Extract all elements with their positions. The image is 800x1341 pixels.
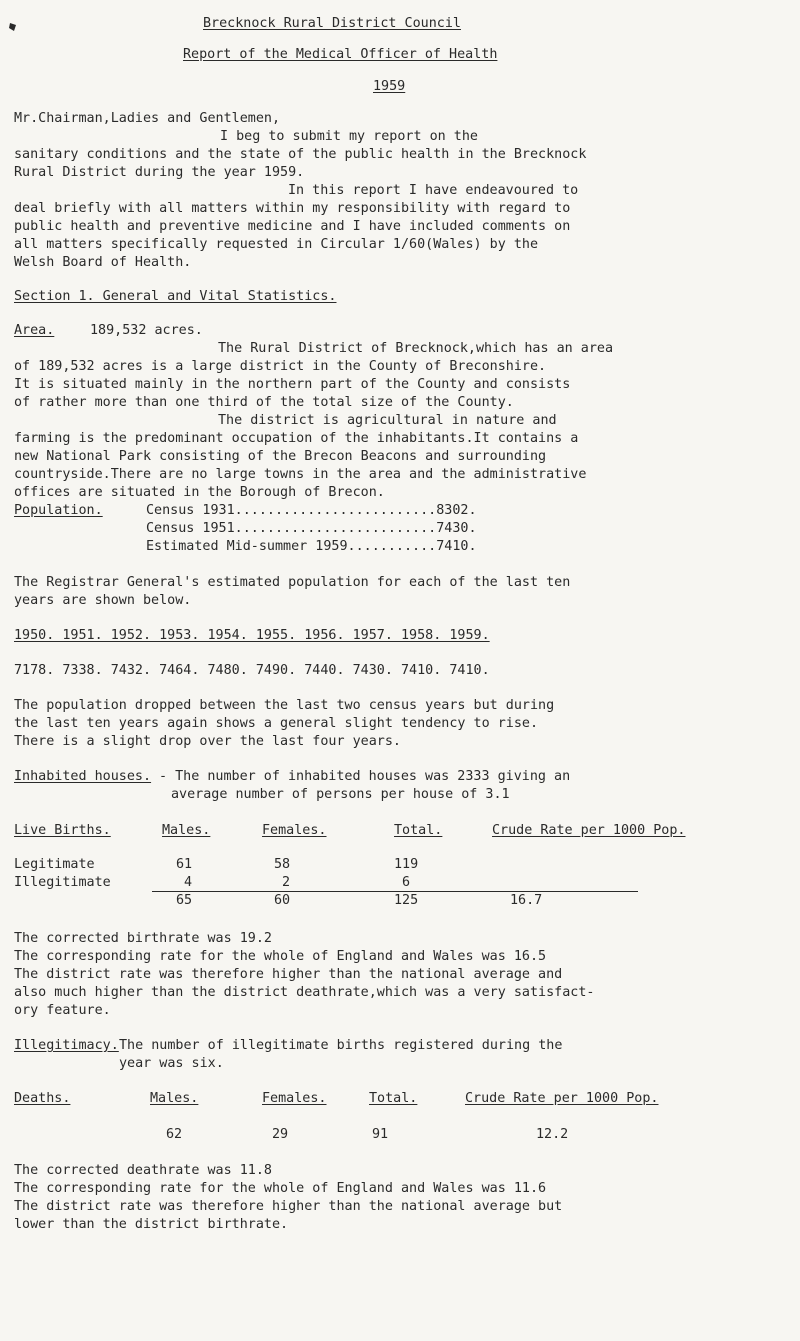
births-comment: The district rate was therefore higher than the national average and [14,967,563,982]
area-line: farming is the predominant occupation of the inhabitants.It contains a [14,431,579,446]
houses-label: Inhabited houses. [14,769,152,784]
area-value: 189,532 acres. [90,323,203,338]
ink-mark-icon [8,22,18,32]
intro-line: Rural District during the year 1959. [14,165,305,180]
population-values: 7178. 7338. 7432. 7464. 7480. 7490. 7440. 7430. 7410. 7410. [14,663,490,678]
births-row-females: 2 [282,875,291,890]
births-header-males: Males. [162,823,211,838]
deaths-females: 29 [272,1127,289,1142]
illegitimacy-line: year was six. [119,1056,224,1071]
area-line: of 189,532 acres is a large district in the County of Breconshire. [14,359,547,374]
births-row-males: 61 [176,857,193,872]
area-line: The Rural District of Brecknock,which has an area [218,341,614,356]
illegitimacy-line: The number of illegitimate births registered during the [119,1038,563,1053]
section-heading: Section 1. General and Vital Statistics. [14,289,337,304]
area-line: It is situated mainly in the northern part of the County and consists [14,377,571,392]
intro-line: sanitary conditions and the state of the public health in the Brecknock [14,147,587,162]
births-total-total: 125 [394,893,419,908]
deaths-header-females: Females. [262,1091,327,1106]
births-total-males: 65 [176,893,193,908]
area-line: of rather more than one third of the total size of the County. [14,395,514,410]
illegitimacy-label: Illegitimacy. [14,1038,119,1053]
births-header-label: Live Births. [14,823,111,838]
births-row-males: 4 [184,875,193,890]
births-comment: ory feature. [14,1003,111,1018]
births-row-total: 119 [394,857,419,872]
births-header-rate: Crude Rate per 1000 Pop. [492,823,686,838]
area-line: offices are situated in the Borough of Brecon. [14,485,385,500]
deaths-header-males: Males. [150,1091,199,1106]
deaths-comment: The corrected deathrate was 11.8 [14,1163,272,1178]
area-line: countryside.There are no large towns in the area and the administrative [14,467,587,482]
houses-line: - The number of inhabited houses was 2333 giving an [159,769,571,784]
births-header-females: Females. [262,823,327,838]
births-total-rate: 16.7 [510,893,543,908]
report-title: Report of the Medical Officer of Health [183,47,498,62]
intro-line: public health and preventive medicine and I have included comments on [14,219,571,234]
deaths-header-total: Total. [369,1091,418,1106]
deaths-comment: lower than the district birthrate. [14,1217,289,1232]
area-line: new National Park consisting of the Brecon Beacons and surrounding [14,449,547,464]
deaths-males: 62 [166,1127,183,1142]
report-year: 1959 [373,79,406,94]
houses-line: average number of persons per house of 3.1 [171,787,510,802]
births-comment: also much higher than the district deathrate,which was a very satisfact- [14,985,595,1000]
intro-line: In this report I have endeavoured to [288,183,579,198]
births-row-label: Illegitimate [14,875,111,890]
intro-line: deal briefly with all matters within my responsibility with regard to [14,201,571,216]
deaths-rate: 12.2 [536,1127,569,1142]
registrar-line: The Registrar General's estimated population for each of the last ten [14,575,571,590]
deaths-total: 91 [372,1127,389,1142]
population-years: 1950. 1951. 1952. 1953. 1954. 1955. 1956. 1957. 1958. 1959. [14,628,490,643]
population-label: Population. [14,503,103,518]
population-comment: the last ten years again shows a general slight tendency to rise. [14,716,539,731]
births-row-label: Legitimate [14,857,95,872]
intro-line: all matters specifically requested in Circular 1/60(Wales) by the [14,237,539,252]
births-comment: The corrected birthrate was 19.2 [14,931,272,946]
population-comment: The population dropped between the last two census years but during [14,698,555,713]
deaths-comment: The corresponding rate for the whole of England and Wales was 11.6 [14,1181,547,1196]
births-header-total: Total. [394,823,443,838]
intro-line: I beg to submit my report on the [220,129,478,144]
births-row-females: 58 [274,857,291,872]
population-line: Census 1951.........................7430. [146,521,477,536]
deaths-comment: The district rate was therefore higher than the national average but [14,1199,563,1214]
population-comment: There is a slight drop over the last four years. [14,734,401,749]
area-line: The district is agricultural in nature and [218,413,557,428]
population-line: Census 1931.........................8302. [146,503,477,518]
births-comment: The corresponding rate for the whole of England and Wales was 16.5 [14,949,547,964]
registrar-line: years are shown below. [14,593,192,608]
area-label: Area. [14,323,55,338]
population-line: Estimated Mid-summer 1959...........7410. [146,539,477,554]
births-total-females: 60 [274,893,291,908]
council-name: Brecknock Rural District Council [203,16,461,31]
births-row-total: 6 [402,875,411,890]
deaths-header-rate: Crude Rate per 1000 Pop. [465,1091,659,1106]
intro-line: Welsh Board of Health. [14,255,192,270]
deaths-header-label: Deaths. [14,1091,71,1106]
salutation: Mr.Chairman,Ladies and Gentlemen, [14,111,281,126]
